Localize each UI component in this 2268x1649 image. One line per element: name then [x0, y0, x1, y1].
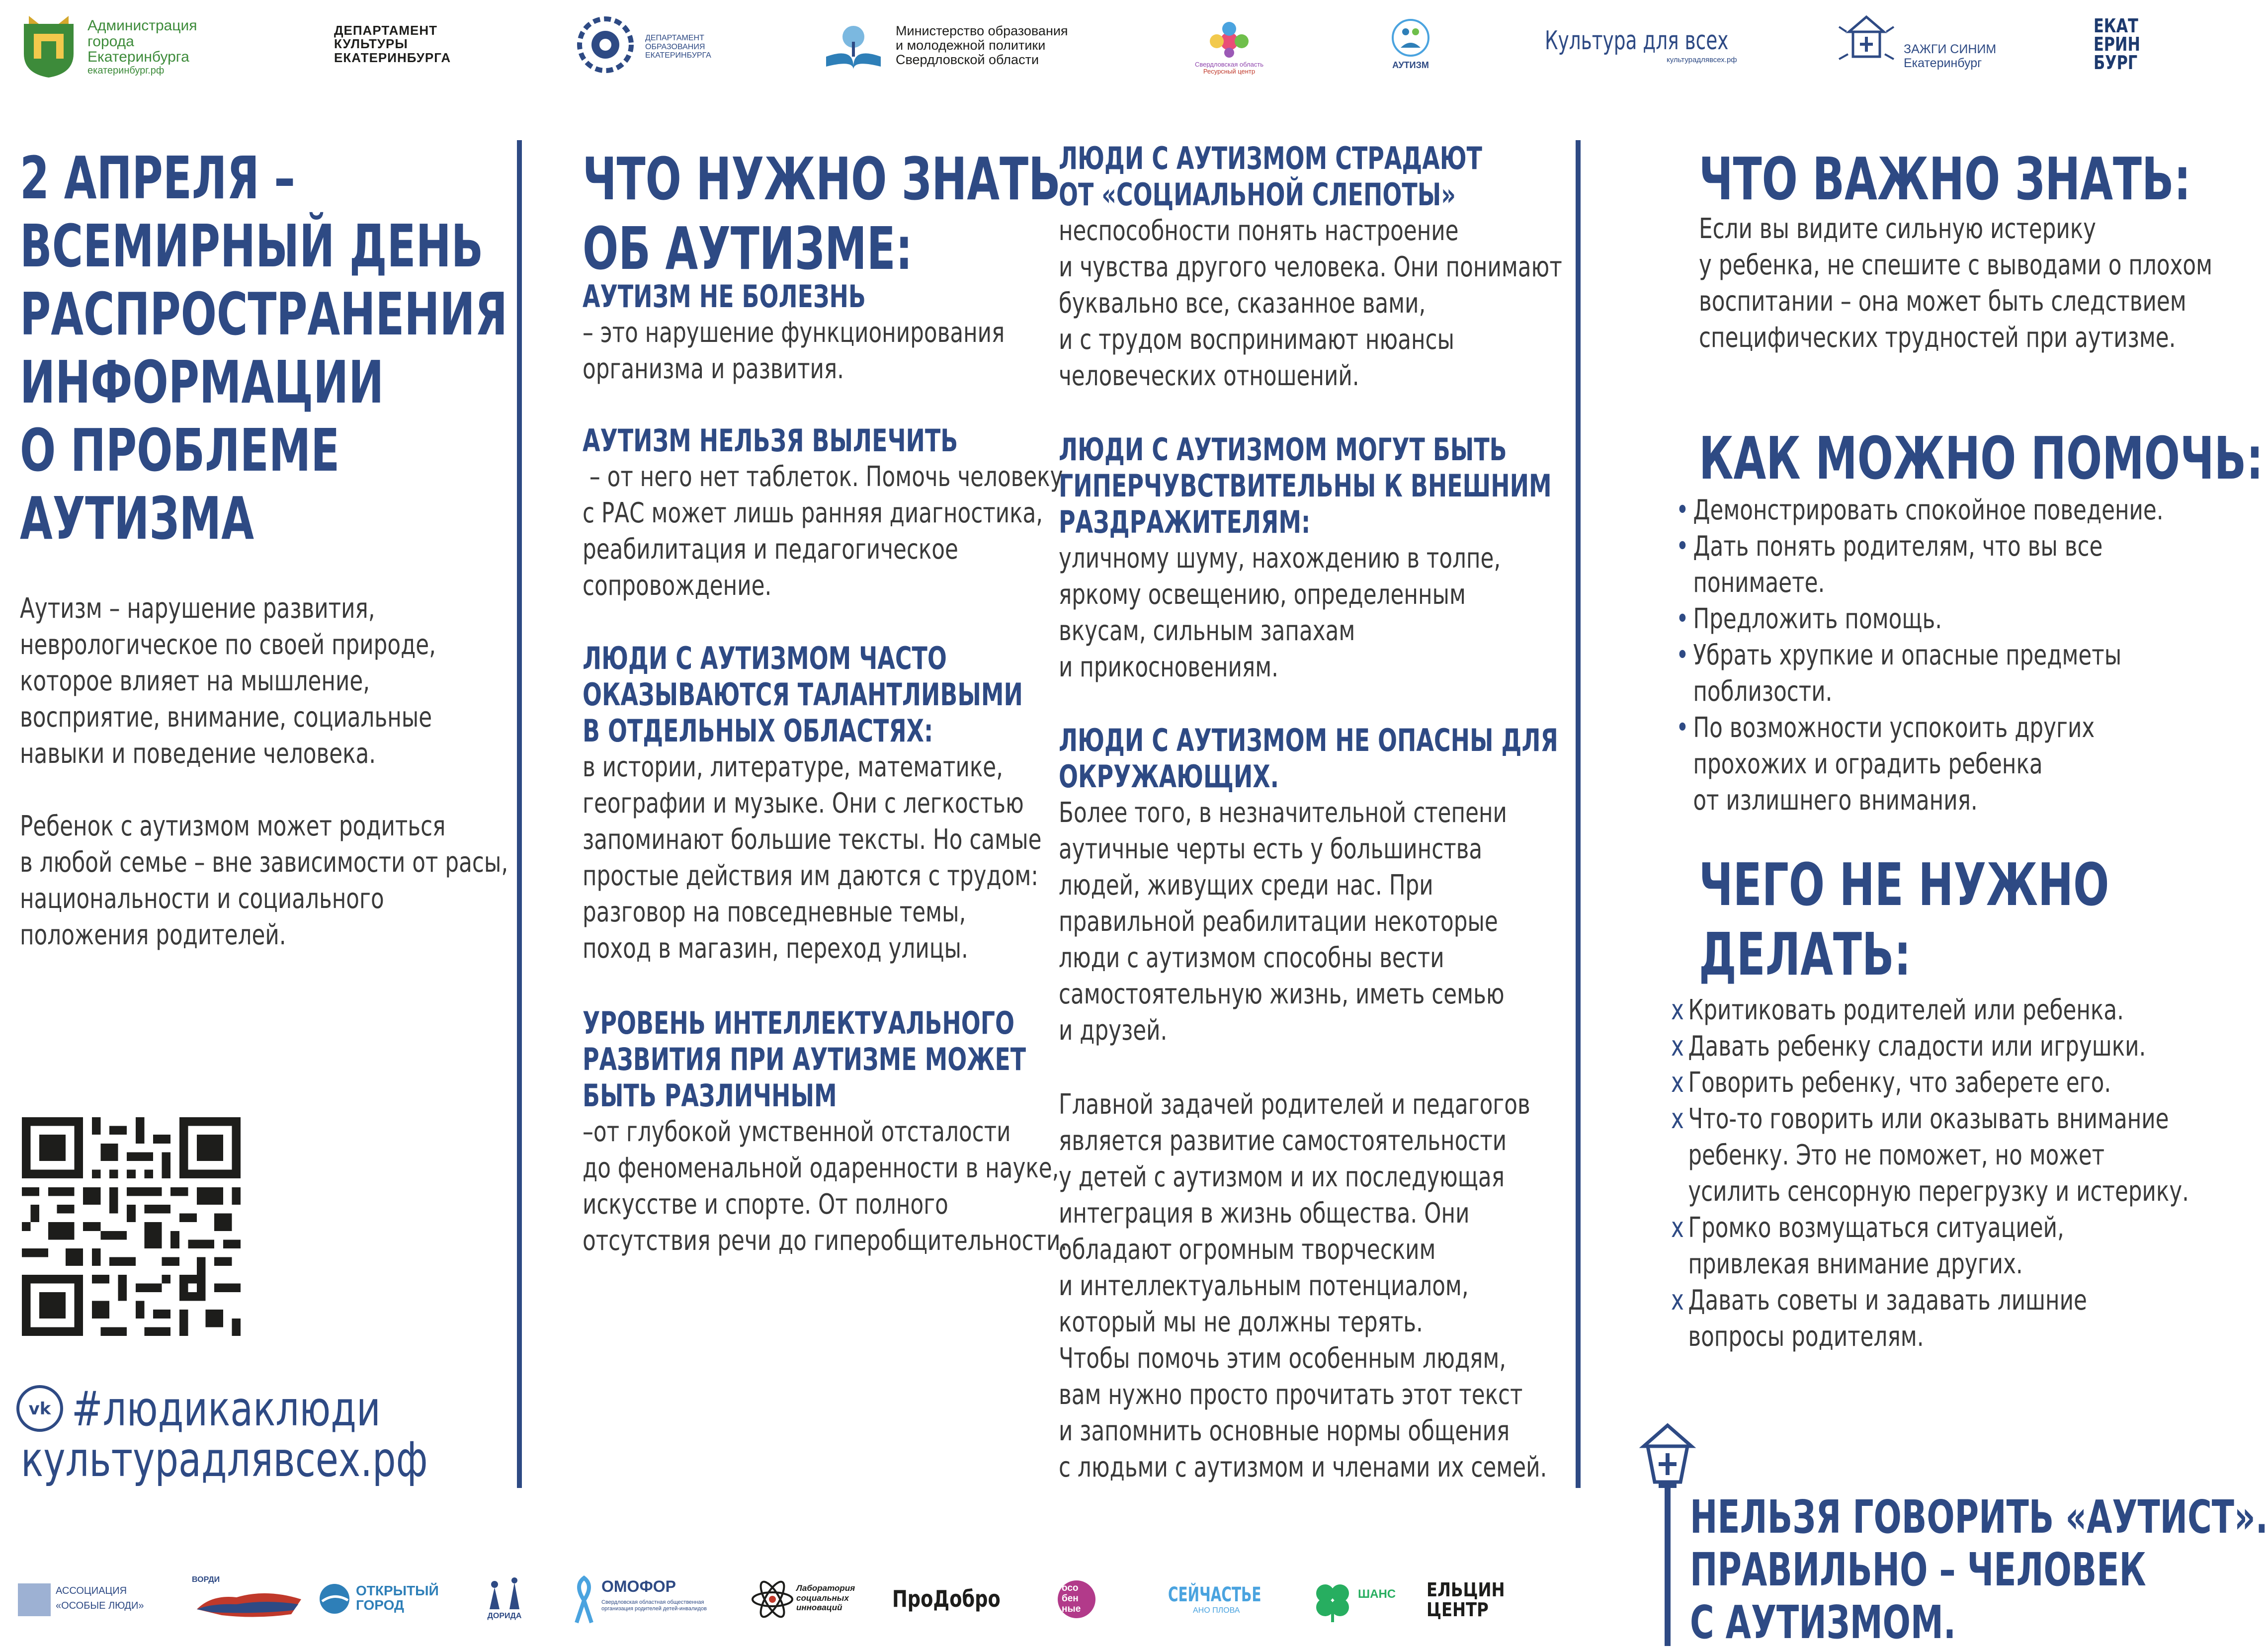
list-item: x Говорить ребенку, что заберете его. [1671, 1065, 2189, 1101]
fact-text: – от него нет таблеток. Помочь человеку с РАС может лишь ранняя диагностика, реабилитация и педагогическое сопровождение. [583, 461, 1063, 602]
main-heading [20, 144, 507, 553]
fact-title: ЛЮДИ С АУТИЗМОМ НЕ ОПАСНЫ ДЛЯ ОКРУЖАЮЩИХ. [1059, 722, 1558, 795]
ministry-logo[interactable] [821, 22, 1090, 72]
partner-logo-strip [0, 1561, 1541, 1635]
main-heading-line: РАСПРОСТРАНЕНИЯ [20, 280, 508, 348]
autism-figures-icon [1386, 18, 1435, 58]
ministry-line2: и молодежной политики [896, 38, 1046, 53]
family-paragraph: Ребенок с аутизмом может родиться в любой семье – вне зависимости от расы, национальности и социального положения родителей. [20, 810, 508, 951]
important-text: Если вы видите сильную истерику у ребенка, не спешите с выводами о плохом воспитании – она может быть следствием специфических трудностей при аутизме. [1699, 213, 2213, 354]
main-heading-line: АУТИЗМА [20, 484, 254, 553]
list-item: • Дать понять родителям, что вы все понимаете. [1676, 528, 2164, 601]
fact-block [1059, 722, 1734, 1049]
admin-logo-line1: Администрация [87, 17, 197, 34]
admin-logo-url: екатеринбург.рф [87, 65, 165, 76]
sverdlovsk-line2: Ресурсный центр [1203, 68, 1256, 76]
light-it-up-line2: Екатеринбург [1904, 56, 1982, 70]
atom-icon [751, 1577, 794, 1621]
cross-icon: x [1671, 1103, 1684, 1135]
fact-text: неспособности понять настроение и чувства другого человека. Они понимают буквально все, сказанное вами, и с трудом воспринимают нюансы человеческих отношений. [1059, 215, 1562, 392]
fact-title: ЛЮДИ С АУТИЗМОМ МОГУТ БЫТЬ ГИПЕРЧУВСТВИТЕЛЬНЫ К ВНЕШНИМ РАЗДРАЖИТЕЛЯМ: [1059, 431, 1552, 540]
main-heading-line: О ПРОБЛЕМЕ [20, 416, 340, 485]
partner-logo-shans[interactable]: ШАНС [1310, 1578, 1410, 1623]
final-note: НЕЛЬЗЯ ГОВОРИТЬ «АУТИСТ». ПРАВИЛЬНО – ЧЕЛОВЕК С АУТИЗМОМ. [1690, 1490, 2268, 1649]
ekb-line2: ЕРИН [2094, 33, 2140, 56]
education-emblem-icon [576, 15, 635, 75]
book-tree-icon [821, 22, 886, 72]
admin-logo-line2: города [87, 33, 134, 50]
top-logo-strip [0, 0, 2170, 99]
vk-icon-label: vk [28, 1399, 51, 1419]
ekb-line3: БУРГ [2094, 52, 2138, 74]
partner-logo-dorida[interactable]: ДОРИДА [477, 1577, 532, 1627]
bullet-icon: • [1676, 603, 1689, 635]
cross-icon: x [1671, 994, 1684, 1026]
culture-for-all-logo[interactable] [1545, 26, 1737, 71]
coat-of-arms-icon [19, 14, 79, 79]
qr-code[interactable] [22, 1117, 241, 1336]
cross-icon: x [1671, 1067, 1684, 1099]
light-it-up-line1: ЗАЖГИ СИНИМ [1904, 42, 1997, 56]
intro-paragraph: Аутизм – нарушение развития, неврологическое по своей природе, которое влияет на мышление, восприятие, внимание, социальные навыки и поведение человека. [20, 592, 436, 770]
autism-logo[interactable] [1381, 18, 1440, 73]
cross-icon: x [1671, 1284, 1684, 1317]
partner-logo-osobennye[interactable]: осо бен ные [1058, 1580, 1127, 1620]
list-item: • По возможности успокоить других прохожих и оградить ребенка от излишнего внимания. [1676, 710, 2164, 819]
list-item: • Предложить помощь. [1676, 601, 2164, 637]
dept-culture-logo[interactable] [334, 24, 451, 65]
important-heading: ЧТО ВАЖНО ЗНАТЬ: [1699, 145, 2191, 213]
russia-map-icon [192, 1584, 306, 1619]
lantern-icon [1834, 12, 1899, 82]
cross-icon: x [1671, 1030, 1684, 1063]
partner-logo-yeltsin[interactable]: ЕЛЬЦИН ЦЕНТР [1427, 1579, 1505, 1621]
list-item: x Громко возмущаться ситуацией, привлекая внимание других. [1671, 1210, 2189, 1282]
fact-text: –от глубокой умственной отсталости до феноменальной одаренности в науке, искусстве и спорте. От полного отсутствия речи до гиперобщительности. [583, 1116, 1068, 1257]
bullet-icon: • [1676, 530, 1689, 563]
list-item: • Убрать хрупкие и опасные предметы поблизости. [1676, 637, 2164, 710]
dept-culture-line2: КУЛЬТУРЫ [334, 36, 408, 52]
fact-title: ЛЮДИ С АУТИЗМОМ ЧАСТО ОКАЗЫВАЮТСЯ ТАЛАНТЛИВЫМИ В ОТДЕЛЬНЫХ ОБЛАСТЯХ: [583, 640, 1023, 749]
fact-text: уличному шуму, нахождению в толпе, яркому освещению, определенным вкусам, сильным запахам и прикосновениям. [1059, 542, 1501, 683]
culture-for-all-url: культурадлявсех.рф [1667, 56, 1737, 64]
fact-block [1059, 140, 1704, 394]
partner-logo-prodobro[interactable]: ПроДобро [892, 1585, 1001, 1612]
column-divider [1576, 140, 1581, 1488]
sverdlovsk-center-logo[interactable] [1192, 14, 1266, 79]
bullet-icon: • [1676, 494, 1689, 526]
bullet-icon: • [1676, 639, 1689, 671]
culture-for-all-title: Культура для всех [1545, 26, 1729, 56]
hashtag-text[interactable]: #людикаклюди [72, 1381, 381, 1437]
fact-title: АУТИЗМ НЕЛЬЗЯ ВЫЛЕЧИТЬ [583, 422, 958, 459]
help-heading: КАК МОЖНО ПОМОЧЬ: [1699, 424, 2264, 493]
closing-paragraph: Главной задачей родителей и педагогов является развитие самостоятельности у детей с аутизмом и их последующая интеграция в жизнь общества. Они обладают огромным творческим и интеллектуальным потенциалом, который мы не должны терять. Чтобы помочь этим особенным людям, вам нужно просто прочитать этот текст и запомнить основные нормы общения с людьми с аутизмом и членами их семей. [1059, 1088, 1547, 1484]
column-divider [517, 140, 522, 1488]
list-item: • Демонстрировать спокойное поведение. [1676, 492, 2164, 528]
fact-text: Более того, в незначительной степени аутичные черты есть у большинства людей, живущих среди нас. При правильной реабилитации некоторые люди с аутизмом способны вести самостоятельную жизнь, иметь семью и друзей. [1059, 797, 1507, 1047]
fact-title: ЛЮДИ С АУТИЗМОМ СТРАДАЮТ ОТ «СОЦИАЛЬНОЙ СЛЕПОТЫ» [1059, 140, 1482, 213]
list-item: x Критиковать родителей или ребенка. [1671, 992, 2189, 1028]
sverdlovsk-line1: Свердловская область [1194, 61, 1264, 68]
partner-logo-assoc[interactable]: АССОЦИАЦИЯ «ОСОБЫЕ ЛЮДИ» [18, 1579, 152, 1619]
flower-icon [1202, 14, 1257, 59]
ministry-line3: Свердловской области [896, 52, 1039, 68]
admin-logo[interactable] [19, 14, 238, 83]
ekb-logo[interactable] [2094, 17, 2140, 73]
dont-heading: ЧЕГО НЕ НУЖНО ДЕЛАТЬ: [1699, 850, 2109, 989]
dept-culture-line1: ДЕПАРТАМЕНТ [334, 23, 438, 38]
help-list [1676, 492, 2164, 819]
dept-culture-line3: ЕКАТЕРИНБУРГА [334, 50, 451, 65]
partner-logo-lab[interactable]: Лаборатория социальных инноваций [751, 1577, 855, 1622]
fact-text: в истории, литературе, математике, географии и музыке. Они с легкостью запоминают большие тексты. Но самые простые действия им даются с трудом: разговор на повседневные темы, поход в магазин, переход улицы. [583, 751, 1042, 965]
main-heading-line: 2 АПРЕЛЯ – [20, 144, 295, 212]
dept-education-logo[interactable] [576, 15, 725, 75]
main-heading-line: ВСЕМИРНЫЙ ДЕНЬ [20, 212, 484, 280]
fact-block [583, 278, 1124, 387]
fact-text: – это нарушение функционирования организма и развития. [583, 317, 1005, 385]
autism-logo-text: АУТИЗМ [1392, 60, 1429, 70]
figures-icon [480, 1577, 529, 1609]
partner-logo-seichas[interactable]: СЕЙЧАСТЬЕ АНО ПЛОВА [1168, 1583, 1261, 1615]
bullet-icon: • [1676, 712, 1689, 744]
light-it-up-logo[interactable] [1834, 12, 2003, 82]
what-to-know-heading: ЧТО НУЖНО ЗНАТЬ ОБ АУТИЗМЕ: [583, 145, 1061, 283]
dept-education-line2: ОБРАЗОВАНИЯ [645, 42, 705, 51]
admin-logo-line3: Екатеринбурга [87, 49, 189, 65]
vk-icon[interactable] [16, 1385, 64, 1432]
fact-title: УРОВЕНЬ ИНТЕЛЛЕКТУАЛЬНОГО РАЗВИТИЯ ПРИ АУТИЗМЕ МОЖЕТ БЫТЬ РАЗЛИЧНЫМ [583, 1005, 1026, 1114]
partner-logo-open-city[interactable]: ОТКРЫТЫЙ ГОРОД [318, 1580, 447, 1620]
fact-title: АУТИЗМ НЕ БОЛЕЗНЬ [583, 278, 866, 315]
partner-logo-vordi[interactable]: ВОРДИ [192, 1575, 306, 1625]
list-item: x Давать ребенку сладости или игрушки. [1671, 1028, 2189, 1065]
ribbon-icon [572, 1575, 596, 1625]
cross-icon: x [1671, 1212, 1684, 1244]
site-link[interactable]: культурадлявсех.рф [21, 1432, 428, 1487]
main-heading-line: ИНФОРМАЦИИ [20, 348, 384, 416]
list-item: x Что-то говорить или оказывать внимание ребенку. Это не поможет, но может усилить сенсорную перегрузку и истерику. [1671, 1101, 2189, 1210]
dept-education-line3: ЕКАТЕРИНБУРГА [645, 51, 711, 60]
globe-icon [318, 1582, 351, 1615]
hashtag-row [16, 1381, 381, 1437]
ministry-line1: Министерство образования [896, 23, 1068, 38]
dept-education-line1: ДЕПАРТАМЕНТ [645, 34, 704, 42]
list-item: x Давать советы и задавать лишние вопросы родителям. [1671, 1282, 2189, 1355]
dont-list [1671, 992, 2189, 1355]
fact-block [1059, 431, 1725, 685]
partner-logo-omofor[interactable]: ОМОФОР Свердловская областная общественная организация родителей детей-инвалидов [572, 1575, 736, 1625]
ekb-line1: ЕКАТ [2094, 15, 2138, 37]
clover-icon [1310, 1578, 1355, 1623]
